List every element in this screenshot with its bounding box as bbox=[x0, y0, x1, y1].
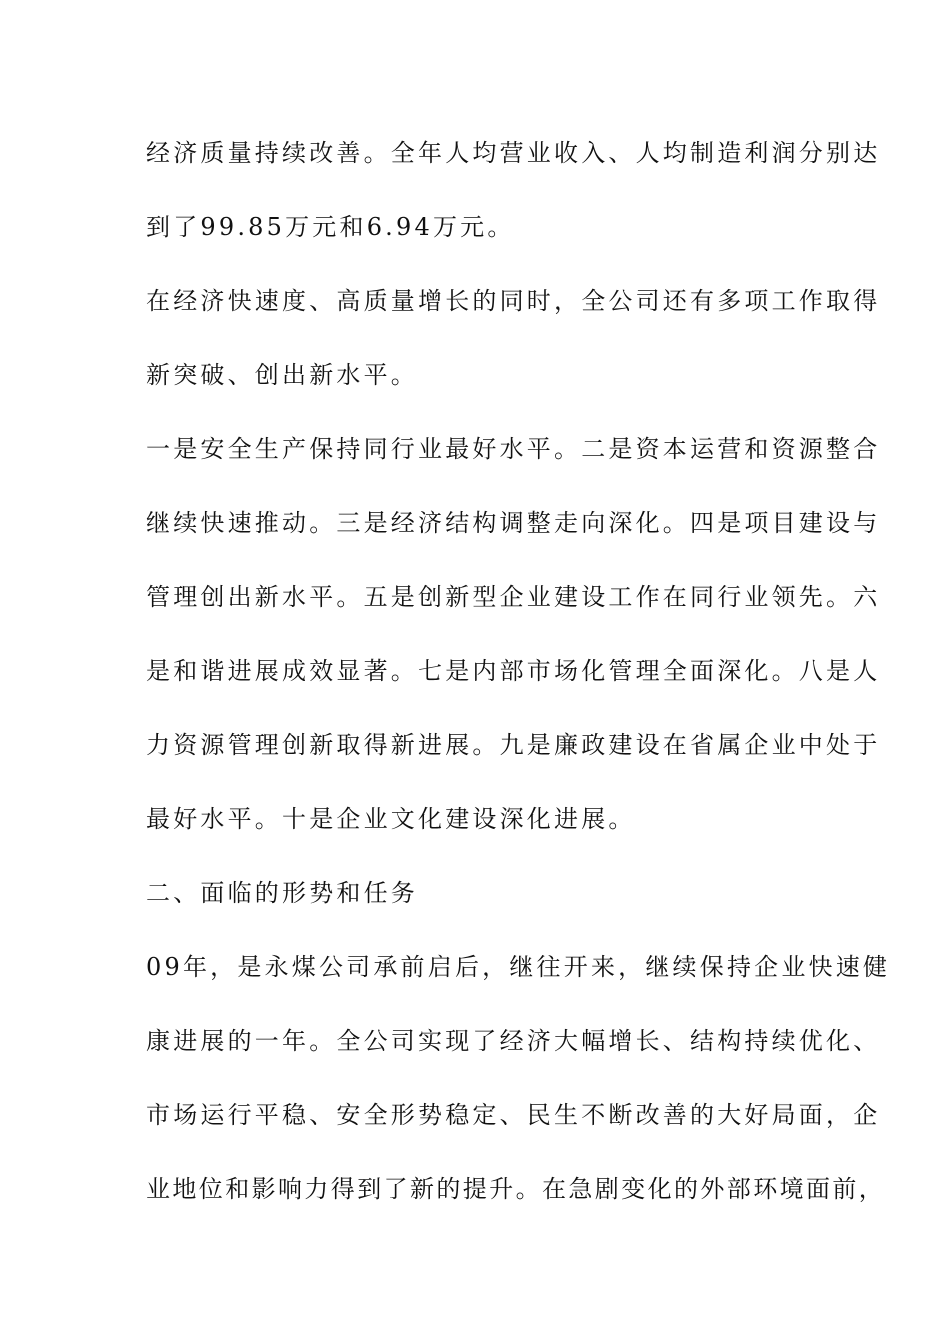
text-line-6: 继续快速推动。三是经济结构调整走向深化。四是项目建设与 bbox=[146, 509, 881, 537]
text-line-7: 管理创出新水平。五是创新型企业建设工作在同行业领先。六 bbox=[146, 583, 881, 611]
text-line-10: 最好水平。十是企业文化建设深化进展。 bbox=[146, 805, 636, 833]
text-line-13: 康进展的一年。全公司实现了经济大幅增长、结构持续优化、 bbox=[146, 1027, 881, 1055]
section-heading: 二、面临的形势和任务 bbox=[146, 879, 418, 907]
text-line-2: 到了99.85万元和6.94万元。 bbox=[146, 213, 515, 241]
text-line-9: 力资源管理创新取得新进展。九是廉政建设在省属企业中处于 bbox=[146, 731, 881, 759]
text-line-12: 09年，是永煤公司承前启后，继往开来，继续保持企业快速健 bbox=[146, 953, 891, 981]
text-line-5: 一是安全生产保持同行业最好水平。二是资本运营和资源整合 bbox=[146, 435, 881, 463]
text-line-3: 在经济快速度、高质量增长的同时，全公司还有多项工作取得 bbox=[146, 287, 881, 315]
text-line-8: 是和谐进展成效显著。七是内部市场化管理全面深化。八是人 bbox=[146, 657, 881, 685]
text-line-14: 市场运行平稳、安全形势稳定、民生不断改善的大好局面，企 bbox=[146, 1101, 881, 1129]
text-line-1: 经济质量持续改善。全年人均营业收入、人均制造利润分别达 bbox=[146, 139, 881, 167]
text-line-4: 新突破、创出新水平。 bbox=[146, 361, 418, 389]
text-line-15: 业地位和影响力得到了新的提升。在急剧变化的外部环境面前， bbox=[146, 1175, 886, 1203]
